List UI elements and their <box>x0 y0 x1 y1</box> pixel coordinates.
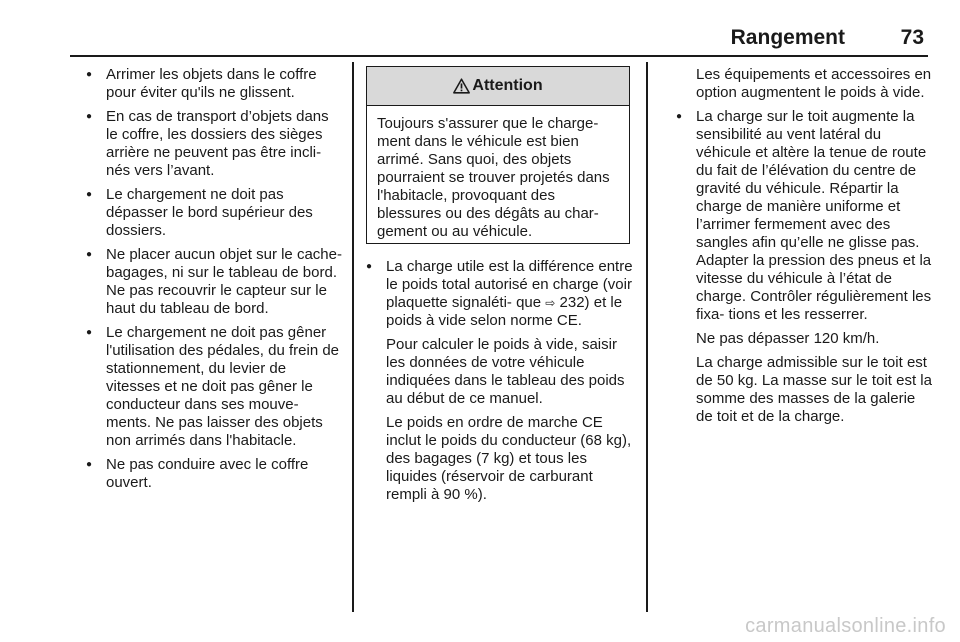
list-item: ● En cas de transport d’objets dans le coffre, les dossiers des sièges arrière ne peuvent pas être incli- nés vers l’avant. <box>86 108 342 180</box>
header-rule <box>70 55 928 57</box>
list-item: ● Ne placer aucun objet sur le cache-bagages, ni sur le tableau de bord. Ne pas recouvrir le capteur sur le haut du tableau de bord. <box>86 246 342 318</box>
page-number: 73 <box>900 26 924 49</box>
roof-load-list <box>676 108 932 324</box>
column-divider-1 <box>352 62 354 612</box>
list-item: ● Arrimer les objets dans le coffre pour éviter qu'ils ne glissent. <box>86 66 342 102</box>
column-right <box>676 66 932 432</box>
attention-text: Toujours s'assurer que le charge- ment dans le véhicule est bien arrimé. Sans quoi, des objets pourraient se trouver projetés dans l'habitacle, provoquant des blessures ou des dégâts au char- gement ou au véhicule. <box>377 115 610 240</box>
column-middle <box>366 258 636 510</box>
attention-heading <box>367 67 629 106</box>
paragraph: La charge admissible sur le toit est de 50 kg. La masse sur le toit est la somme des masses de la galerie de toit et de la charge. <box>696 354 932 425</box>
section-title: Rangement <box>730 26 845 49</box>
column-divider-2 <box>646 62 648 612</box>
watermark: carmanualsonline.info <box>745 615 946 637</box>
page-reference-arrow-icon: ⇨ <box>545 296 556 310</box>
list-item <box>366 258 636 330</box>
loading-rules-list <box>86 66 342 492</box>
paragraph: Les équipements et accessoires en option augmentent le poids à vide. <box>696 66 932 101</box>
attention-box <box>366 66 630 244</box>
list-item: ● La charge sur le toit augmente la sensibilité au vent latéral du véhicule et altère la tenue de route du fait de l’élévation du centre de gravité du véhicule. Répartir la charge de manière uniforme et l’arrimer fermement avec des sangles afin qu’elle ne glisse pas. Adapter la pression des pneus et la vitesse du véhicule à l’état de charge. Contrôler régulièrement les fixa- tions et les resserrer. <box>676 108 932 324</box>
column-left <box>86 66 342 498</box>
list-item: ● Le chargement ne doit pas gêner l'utilisation des pédales, du frein de stationnement, du levier de vitesses et ne doit pas gêner le conducteur dans ses mouve- ments. Ne pas laisser des objets non arrimés dans l'habitacle. <box>86 324 342 450</box>
list-item: ● Ne pas conduire avec le coffre ouvert. <box>86 456 342 492</box>
payload-text-start: La charge utile est la différence entre le poids total autorisé en charge (voir plaquette signaléti- que <box>386 258 633 311</box>
payload-list <box>366 258 636 330</box>
page-header <box>0 26 960 56</box>
attention-title: Attention <box>472 77 543 94</box>
payload-text-end: 232) et le poids à vide selon norme CE. <box>386 294 623 329</box>
paragraph: Pour calculer le poids à vide, saisir les données de votre véhicule indiquées dans le tableau des poids au début de ce manuel. <box>386 336 625 407</box>
paragraph: Le poids en ordre de marche CE inclut le poids du conducteur (68 kg), des bagages (7 kg) et tous les liquides (réservoir de carburant rempli à 90 %). <box>386 414 632 503</box>
warning-triangle-icon <box>453 78 470 94</box>
paragraph: Ne pas dépasser 120 km/h. <box>696 330 880 347</box>
list-item: ● Le chargement ne doit pas dépasser le bord supérieur des dossiers. <box>86 186 342 240</box>
